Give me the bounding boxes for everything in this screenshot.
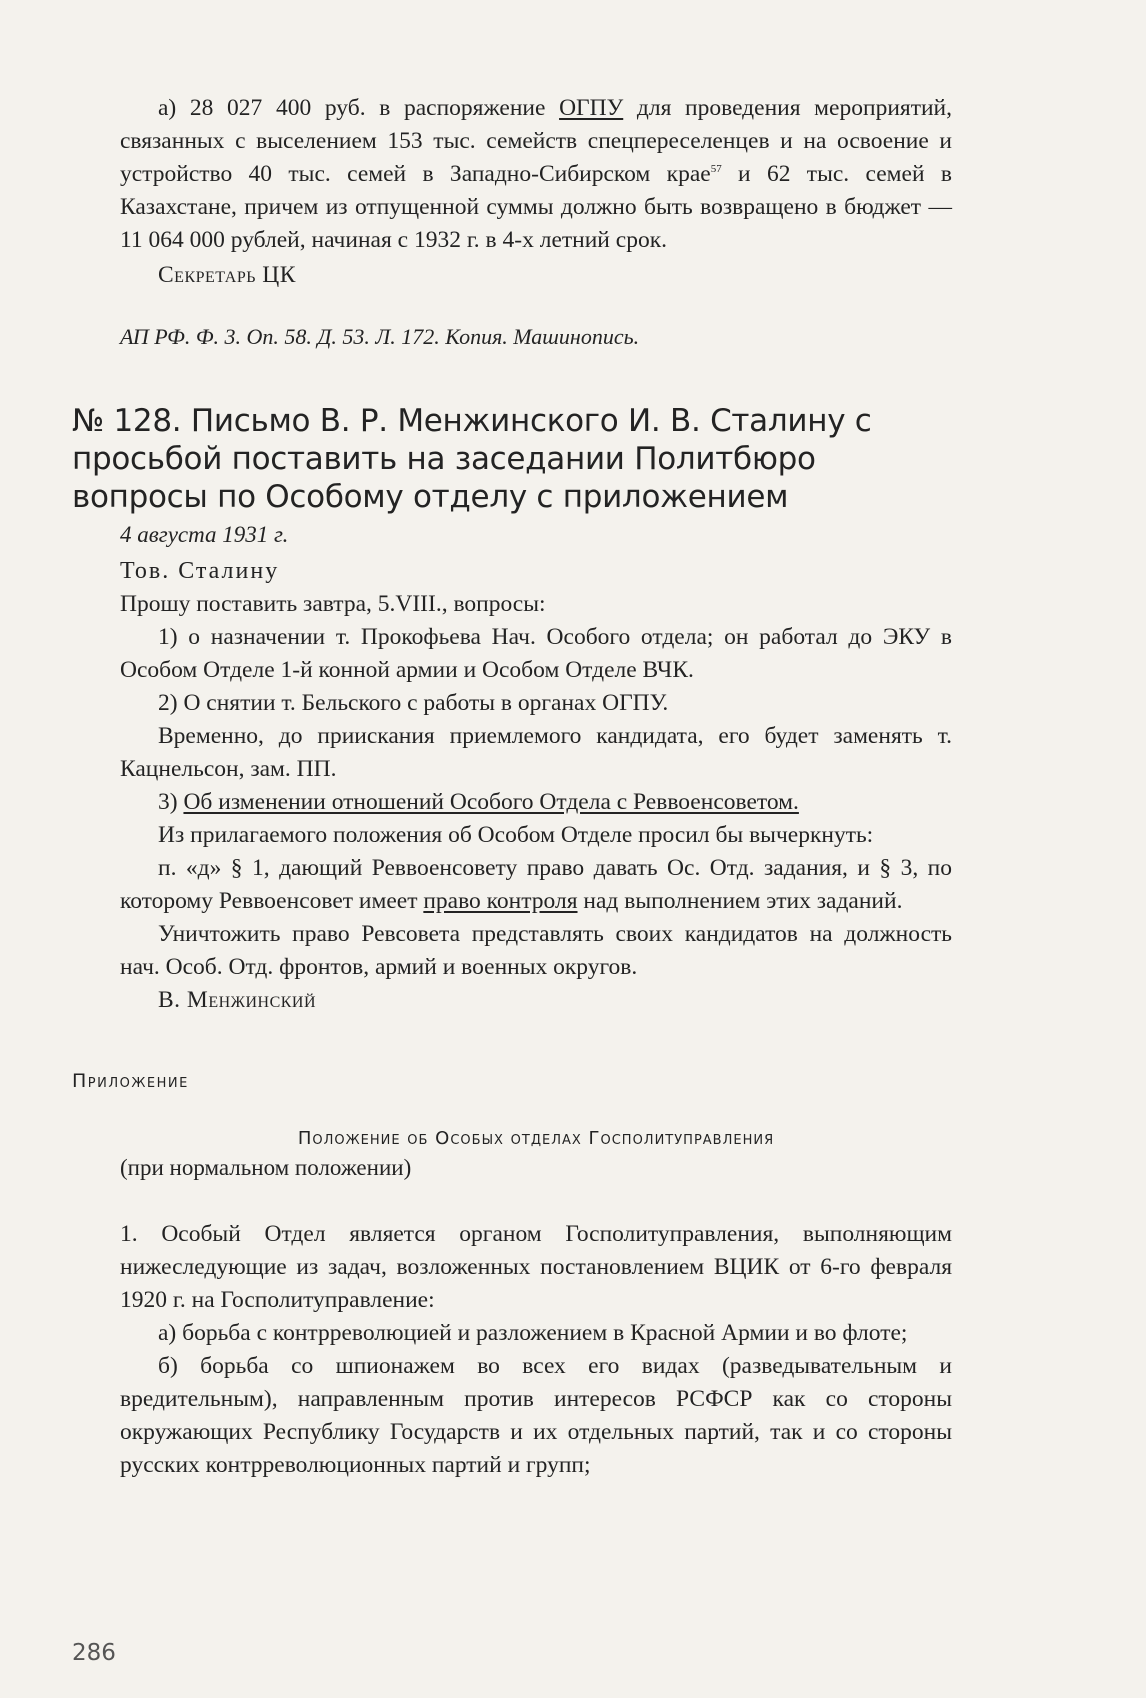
para-a-end: и 62 тыс. семей в Казахстане, причем из отпущенной суммы должно быть возвращено в бюджет — 11 064 000 рублей, начиная с 1932 г. в 4-х летний срок. — [120, 161, 952, 253]
control-right-underlined: право контроля — [423, 888, 578, 914]
addressee: Тов. Сталину — [120, 558, 280, 584]
appendix-label-block — [72, 1070, 189, 1092]
para-a-start: а) 28 027 400 руб. в распоряжение — [158, 95, 560, 121]
strike-para-end: над выполнением этих заданий. — [577, 888, 903, 914]
appendix-body — [120, 1218, 952, 1482]
page-number-block — [72, 1640, 116, 1666]
appendix-title: Положение об Особых отделах Госполитуправления — [297, 1128, 775, 1149]
menzhinsky-signature: В. Менжинский — [158, 987, 317, 1013]
destroy-right: Уничтожить право Ревсовета представлять своих кандидатов на должность нач. Особ. Отд. фронтов, армий и военных округов. — [120, 921, 952, 980]
para-a-middle: для проведения мероприятий, связанных с выселением 153 тыс. семейств спецпереселенцев и на освоение и устройство 40 тыс. семей в Западно-Сибирском крае — [120, 95, 952, 187]
strike-paragraph — [120, 852, 952, 918]
letter-body — [120, 518, 952, 1017]
document-title: № 128. Письмо В. Р. Менжинского И. В. Сталину с просьбой поставить на заседании Политбюро вопросы по Особому отделу с приложением — [72, 403, 872, 515]
ogpu-underlined: ОГПУ — [559, 95, 624, 121]
item-3-number: 3) — [158, 789, 184, 815]
cc-signature: Секретарь ЦК — [158, 262, 296, 288]
footnote-ref: 57 — [710, 163, 722, 176]
para-a — [120, 92, 952, 257]
appendix-item-b: б) борьба со шпионажем во всех его видах (разведывательным и вредительным), направленным против интересов РСФСР как со стороны окружающих Республику Государств и их отдельных партий, так и со стороны русских контрреволюционных партий и групп; — [120, 1353, 952, 1478]
item-1: 1) о назначении т. Прокофьева Нач. Особого отдела; он работал до ЭКУ в Особом Отделе 1-й конной армии и Особом Отделе ВЧК. — [120, 624, 952, 683]
strike-intro: Из прилагаемого положения об Особом Отделе просил бы вычеркнуть: — [158, 822, 874, 848]
document-header — [72, 402, 892, 516]
appendix-header — [120, 1128, 952, 1184]
appendix-subtitle: (при нормальном положении) — [120, 1155, 412, 1180]
strike-para-start: п. «д» § 1, дающий Реввоенсовету право давать Ос. Отд. задания, и § 3, по которому Реввоенсовет имеет — [120, 855, 952, 914]
document-date: 4 августа 1931 г. — [120, 522, 289, 547]
item-3 — [120, 786, 952, 819]
letter-intro: Прошу поставить завтра, 5.VIII., вопросы: — [120, 591, 546, 617]
item-2: 2) О снятии т. Бельского с работы в органах ОГПУ. — [158, 690, 669, 716]
archive-citation: АП РФ. Ф. 3. Оп. 58. Д. 53. Л. 172. Копия. Машинопись. — [120, 324, 640, 349]
item-2-note: Временно, до приискания приемлемого кандидата, его будет заменять т. Кацнельсон, зам. ПП. — [120, 723, 952, 782]
item-3-underlined: Об изменении отношений Особого Отдела с Реввоенсоветом. — [183, 789, 799, 815]
appendix-para-1: 1. Особый Отдел является органом Госполитуправления, выполняющим нижеследующие из задач, возложенных постановлением ВЦИК от 6-го февраля 1920 г. на Госполитуправление: — [120, 1221, 952, 1313]
appendix-label: Приложение — [72, 1070, 189, 1092]
page-number: 286 — [72, 1640, 116, 1666]
appendix-item-a: а) борьба с контрреволюцией и разложением в Красной Армии и во флоте; — [158, 1320, 908, 1346]
top-section — [120, 92, 952, 353]
